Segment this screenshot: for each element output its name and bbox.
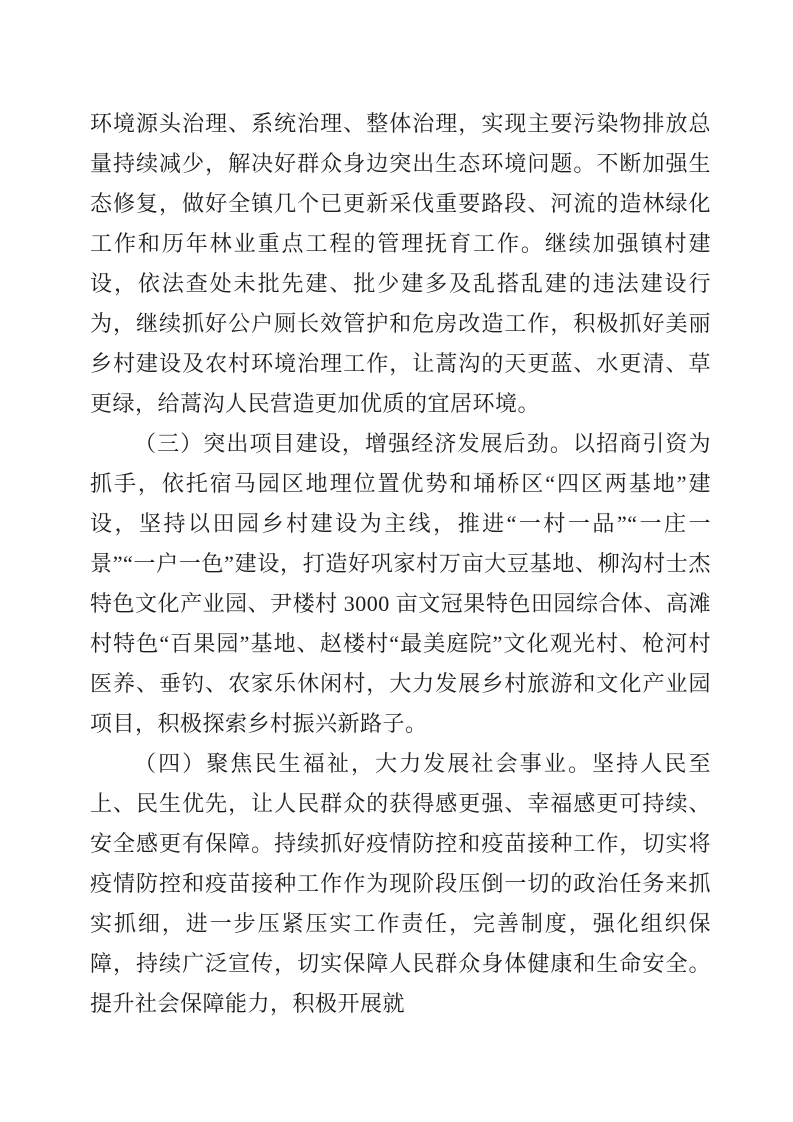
paragraph-section-four: （四）聚焦民生福祉，大力发展社会事业。坚持人民至上、民生优先，让人民群众的获得感更强、幸福感更可持续、安全感更有保障。持续抓好疫情防控和疫苗接种工作，切实将疫情防控和疫苗接种工作作为现阶段压倒一切的政治任务来抓实抓细，进一步压紧压实工作责任，完善制度，强化组织保障，持续广泛宣传，切实保障人民群众身体健康和生命安全。提升社会保障能力，积极开展就: [90, 751, 711, 1016]
paragraph-continuation: 环境源头治理、系统治理、整体治理，实现主要污染物排放总量持续减少，解决好群众身边突出生态环境问题。不断加强生态修复，做好全镇几个已更新采伐重要路段、河流的造林绿化工作和历年林业重点工程的管理抚育工作。继续加强镇村建设，依法查处未批先建、批少建多及乱搭乱建的违法建设行为，继续抓好公户厕长效管护和危房改造工作，积极抓好美丽乡村建设及农村环境治理工作，让蒿沟的天更蓝、水更清、草更绿，给蒿沟人民营造更加优质的宜居环境。: [90, 111, 711, 416]
paragraph-section-three: （三）突出项目建设，增强经济发展后劲。以招商引资为抓手，依托宿马园区地理位置优势和埇桥区“四区两基地”建设，坚持以田园乡村建设为主线，推进“一村一品”“一庄一景”“一户一色”建设，打造好巩家村万亩大豆基地、柳沟村士杰特色文化产业园、尹楼村 3000 亩文冠果特色田园综合体、高滩村特色“百果园”基地、赵楼村“最美庭院”文化观光村、枪河村医养、垂钓、农家乐休闲村，大力发展乡村旅游和文化产业园项目，积极探索乡村振兴新路子。: [90, 431, 711, 736]
document-body-text: [90, 104, 711, 1024]
